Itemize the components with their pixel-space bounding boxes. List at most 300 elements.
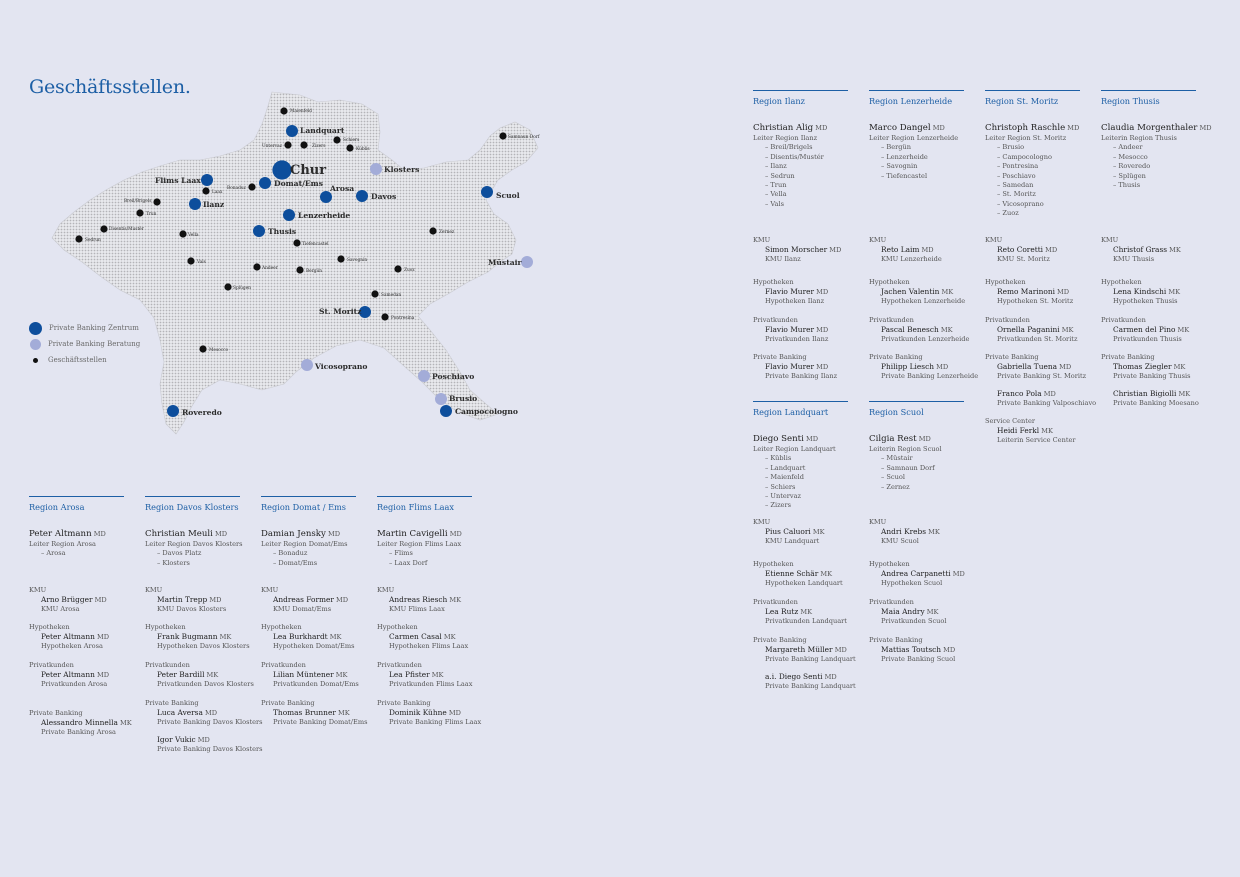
category-label: Privatkunden <box>1101 316 1146 324</box>
branch-place: – Vella <box>765 190 787 199</box>
category-label: Privatkunden <box>985 316 1030 324</box>
person-suffix: MD <box>1043 246 1058 255</box>
person-name: Pius Caluori <box>765 527 811 537</box>
region-head-role: Leiterin Region Thusis <box>1101 134 1177 142</box>
contact-name <box>753 325 828 335</box>
branch-place: – Vals <box>765 199 784 208</box>
person-suffix: MK <box>1176 389 1191 398</box>
marker-domat-ems <box>259 177 271 189</box>
map-label-andeer: Andeer <box>262 266 278 271</box>
contact-group-kmu <box>753 518 825 547</box>
contact-name <box>869 527 940 537</box>
category-label: Hypotheken <box>753 278 794 286</box>
contact-role: Hypotheken Davos Klosters <box>157 642 250 651</box>
region-title: Region Domat / Ems <box>261 502 347 512</box>
person-suffix: MD <box>814 363 829 372</box>
map-label-poschiavo: Poschiavo <box>432 372 475 381</box>
contact-group-hypotheken <box>753 560 843 589</box>
person-name: Peter Bardill <box>157 670 205 680</box>
contact-group-private-banking <box>869 636 955 665</box>
category-label: Private Banking <box>753 636 807 644</box>
person-suffix: MD <box>933 363 949 372</box>
contact-role: Private Banking Davos Klosters <box>157 718 263 727</box>
region-head-role: Leiter Region Ilanz <box>753 134 818 142</box>
map-label-sedrun: Sedrun <box>85 238 101 243</box>
contact-name <box>985 325 1077 335</box>
contact-group-private-banking <box>261 699 367 728</box>
region-title: Region Davos Klosters <box>145 502 239 512</box>
person-name: Mattias Toutsch <box>881 645 942 655</box>
contact-name <box>985 362 1096 372</box>
contact-group-hypotheken <box>985 278 1073 307</box>
marker-bonaduz <box>248 183 255 190</box>
marker-pontresina <box>381 313 388 320</box>
contact-name <box>1101 245 1181 255</box>
marker-spl-gen <box>224 283 231 290</box>
person-suffix: MD <box>325 530 340 538</box>
branch-place: – Küblis <box>765 454 792 463</box>
spacer <box>1101 382 1199 389</box>
contact-name <box>985 426 1076 436</box>
branch-place: – Splügen <box>1113 171 1146 180</box>
contact-name <box>261 708 367 718</box>
contact-group-service-center <box>985 417 1076 446</box>
person-suffix: MK <box>818 570 833 579</box>
marker-zuoz <box>394 265 401 272</box>
map-label-maienfeld: Maienfeld <box>290 109 312 114</box>
person-suffix: MD <box>950 570 965 579</box>
person-name: Martin Cavigelli <box>377 529 448 539</box>
branch-place: – Arosa <box>41 549 66 558</box>
marker-brusio <box>435 393 447 405</box>
region-head-name <box>145 529 240 540</box>
branch-place: – Bergün <box>881 143 912 152</box>
category-label: KMU <box>869 518 887 526</box>
contact-name <box>377 708 481 718</box>
person-suffix: MK <box>117 719 132 728</box>
person-name: Peter Altmann <box>41 632 95 642</box>
contact-name <box>1101 362 1199 372</box>
region-thusis <box>1101 90 1212 407</box>
contact-group-private-banking <box>1101 353 1199 408</box>
person-suffix: MK <box>217 633 232 642</box>
person-suffix: MD <box>930 124 945 132</box>
contact-role: Private Banking Thusis <box>1113 372 1191 381</box>
person-name: Marco Dangel <box>869 123 931 133</box>
contact-group-kmu <box>145 586 226 615</box>
region-title: Region Lenzerheide <box>869 96 953 106</box>
map-label-samnaun-dorf: Samnaun Dorf <box>508 135 540 140</box>
map-label-vicosoprano: Vicosoprano <box>315 362 368 371</box>
person-name: Alessandro Minnella <box>41 718 118 728</box>
map-label-campocologno: Campocologno <box>455 407 518 416</box>
region-head-role: Leiter Region Flims Laax <box>377 540 462 548</box>
person-name: Martin Trepp <box>157 595 208 605</box>
person-name: Pascal Benesch <box>881 325 939 335</box>
contact-name <box>869 569 965 579</box>
person-suffix: MK <box>939 288 954 297</box>
contact-group-privatkunden <box>1101 316 1189 345</box>
marker-berg-n <box>296 266 303 273</box>
contact-name <box>145 632 250 642</box>
person-name: Andrea Carpanetti <box>881 569 951 579</box>
map-label-berg-n: Bergün <box>306 269 323 274</box>
region-title: Region Thusis <box>1101 96 1160 106</box>
region-divider <box>869 90 964 91</box>
person-suffix: MK <box>429 671 444 680</box>
contact-name <box>753 569 843 579</box>
legend-label: Private Banking Beratung <box>48 340 141 348</box>
region-davos-klosters <box>145 496 263 753</box>
contact-group-privatkunden <box>145 661 254 690</box>
contact-group-kmu <box>377 586 461 615</box>
category-label: Hypotheken <box>1101 278 1142 286</box>
person-name: Frank Bugmann <box>157 632 218 642</box>
region-landquart <box>753 401 856 690</box>
branch-place: – Mesocco <box>1113 152 1148 161</box>
person-name: Igor Vukic <box>157 734 196 744</box>
region-arosa <box>29 496 132 737</box>
person-suffix: MD <box>803 435 818 443</box>
map-label-savognin: Savognin <box>347 258 368 263</box>
category-label: Privatkunden <box>869 316 914 324</box>
page-title: Geschäftsstellen. <box>29 76 191 98</box>
person-suffix: MD <box>832 646 847 655</box>
person-suffix: MK <box>335 709 350 718</box>
region-head-role: Leiter Region Lenzerheide <box>869 134 959 142</box>
branch-place: – Pontresina <box>997 162 1039 171</box>
contact-role: Privatkunden St. Moritz <box>997 335 1078 344</box>
person-suffix: MD <box>814 288 829 297</box>
person-name: Dominik Kühne <box>389 708 447 718</box>
contact-name <box>753 245 841 255</box>
contact-group-kmu <box>753 236 841 265</box>
map-label-thusis: Thusis <box>268 227 297 236</box>
marker-roveredo <box>167 405 179 417</box>
person-name: Remo Marinoni <box>997 287 1055 297</box>
contact-name <box>1101 325 1189 335</box>
map-label-spl-gen: Splügen <box>233 286 251 291</box>
contact-role: Privatkunden Landquart <box>765 617 847 626</box>
contact-role: Privatkunden Flims Laax <box>389 680 473 689</box>
category-label: Private Banking <box>377 699 431 707</box>
person-name: Luca Aversa <box>157 708 203 718</box>
map-label-m-stair: Müstair <box>488 258 522 267</box>
branch-place: – Schiers <box>765 482 796 491</box>
region-lenzerheide <box>869 90 979 381</box>
map-label-ilanz: Ilanz <box>203 200 225 209</box>
marker-sedrun <box>75 235 82 242</box>
contact-role: KMU Landquart <box>765 537 820 546</box>
person-suffix: MD <box>916 435 931 443</box>
contact-name <box>377 670 472 680</box>
marker-andeer <box>253 263 260 270</box>
marker-lenzerheide <box>283 209 295 221</box>
region-divider <box>261 496 356 497</box>
category-label: Private Banking <box>29 709 83 717</box>
person-suffix: MD <box>92 596 107 605</box>
contact-role: Private Banking Landquart <box>765 681 856 690</box>
branch-place: – Samnaun Dorf <box>881 463 935 472</box>
person-name: Reto Laim <box>881 245 920 255</box>
person-name: Andri Krebs <box>881 527 927 537</box>
contact-role: Private Banking St. Moritz <box>997 372 1087 381</box>
contact-role: KMU St. Moritz <box>997 255 1050 264</box>
contact-name <box>145 708 263 718</box>
contact-group-private-banking <box>869 353 978 382</box>
contact-group-hypotheken <box>261 623 354 652</box>
contact-name <box>753 527 825 537</box>
marker-davos <box>356 190 368 202</box>
contact-name <box>145 670 254 680</box>
contact-name <box>985 245 1057 255</box>
map-label-roveredo: Roveredo <box>182 408 222 417</box>
person-name: Andreas Former <box>273 595 334 605</box>
contact-group-private-banking <box>145 699 263 754</box>
contact-role: KMU Flims Laax <box>389 605 445 614</box>
person-name: Carmen Casal <box>389 632 442 642</box>
category-label: Private Banking <box>985 353 1039 361</box>
branch-place: – Samedan <box>997 181 1034 190</box>
map-label-k-blis: Küblis <box>356 147 370 152</box>
contact-group-privatkunden <box>753 598 847 627</box>
marker-klosters <box>370 163 382 175</box>
contact-role: Privatkunden Lenzerheide <box>881 335 970 344</box>
contact-group-privatkunden <box>869 316 969 345</box>
marker-maienfeld <box>280 107 287 114</box>
map-label-chur: Chur <box>290 163 327 178</box>
contact-name <box>869 362 978 372</box>
legend-label: Private Banking Zentrum <box>49 324 139 332</box>
contact-role: KMU Davos Klosters <box>157 605 227 614</box>
contact-role: KMU Arosa <box>41 605 80 614</box>
person-name: Philipp Liesch <box>881 362 934 372</box>
branch-place: – Trun <box>765 181 787 190</box>
marker-trun <box>136 209 143 216</box>
marker-poschiavo <box>418 370 430 382</box>
person-name: Christian Alig <box>753 123 814 133</box>
map-label-disentis-must-r: Disentis/Mustér <box>109 227 144 232</box>
category-label: KMU <box>753 236 771 244</box>
contact-role: Privatkunden Thusis <box>1113 335 1182 344</box>
contact-group-hypotheken <box>29 623 109 652</box>
marker-disentis-must-r <box>100 225 107 232</box>
legend-label: Geschäftsstellen <box>48 356 107 364</box>
person-suffix: MD <box>212 530 228 538</box>
contact-name <box>1101 389 1199 399</box>
contact-name <box>869 645 955 655</box>
person-suffix: MK <box>1039 427 1053 436</box>
dark-blue-dot-icon <box>29 322 42 335</box>
region-divider <box>985 90 1080 91</box>
person-name: Simon Morscher <box>765 245 828 255</box>
region-head-name <box>261 529 356 540</box>
category-label: Private Banking <box>753 353 807 361</box>
person-suffix: MD <box>1197 124 1212 132</box>
person-name: Ornella Paganini <box>997 325 1060 335</box>
branch-place: – Andeer <box>1113 143 1143 152</box>
person-suffix: MK <box>798 608 813 617</box>
map-label-untervaz: Untervaz <box>262 144 282 149</box>
branch-place: – Bonaduz <box>273 549 308 558</box>
region-domat-ems <box>261 496 368 727</box>
category-label: Privatkunden <box>869 598 914 606</box>
person-suffix: MD <box>1041 389 1056 398</box>
contact-name <box>869 607 947 617</box>
contact-name <box>753 287 828 297</box>
map-label-st-moritz: St. Moritz <box>319 307 362 316</box>
map-label-davos: Davos <box>371 192 397 201</box>
contact-name <box>869 287 965 297</box>
person-name: Flavio Murer <box>765 287 815 297</box>
contact-role: Privatkunden Ilanz <box>765 335 829 344</box>
marker-breil-brigels <box>153 198 160 205</box>
person-suffix: MK <box>1059 326 1074 335</box>
region-divider <box>753 401 848 402</box>
region-head-name <box>869 123 964 134</box>
region-divider <box>869 401 964 402</box>
contact-group-private-banking <box>377 699 481 728</box>
contact-role: Private Banking Scuol <box>881 655 956 664</box>
contact-role: Hypotheken Lenzerheide <box>881 297 966 306</box>
contact-role: Hypotheken Arosa <box>41 642 103 651</box>
region-head-role: Leiter Region Landquart <box>753 445 836 453</box>
branch-place: – Maienfeld <box>765 473 805 482</box>
region-head-name <box>1101 123 1212 134</box>
person-name: Lilian Müntener <box>273 670 334 680</box>
branch-place: – Sedrun <box>765 171 795 180</box>
person-name: Christof Grass <box>1113 245 1168 255</box>
contact-role: Hypotheken Scuol <box>881 579 943 588</box>
person-suffix: MD <box>333 596 349 605</box>
contact-role: Privatkunden Davos Klosters <box>157 680 254 689</box>
map-label-scuol: Scuol <box>496 191 520 200</box>
person-name: Maia Andry <box>881 607 925 617</box>
contact-group-private-banking <box>753 636 856 691</box>
contact-group-privatkunden <box>753 316 828 345</box>
category-label: Privatkunden <box>145 661 190 669</box>
contact-role: Privatkunden Scuol <box>881 617 947 626</box>
category-label: KMU <box>377 586 395 594</box>
map-label-bonaduz: Bonaduz <box>227 186 246 191</box>
branch-place: – Zizers <box>765 501 791 510</box>
person-name: Etienne Schär <box>765 569 819 579</box>
person-suffix: MD <box>94 671 109 680</box>
map-label-zernez: Zernez <box>439 230 455 235</box>
contact-name <box>145 595 226 605</box>
contact-group-hypotheken <box>377 623 468 652</box>
contact-name <box>753 645 856 655</box>
person-suffix: MD <box>919 246 934 255</box>
region-ilanz <box>753 90 848 381</box>
contact-role: KMU Scuol <box>881 537 919 546</box>
marker-vals <box>187 257 194 264</box>
contact-name <box>29 595 107 605</box>
category-label: KMU <box>985 236 1003 244</box>
region-st-moritz <box>985 90 1097 445</box>
category-label: Hypotheken <box>753 560 794 568</box>
contact-group-kmu <box>869 236 942 265</box>
marker-k-blis <box>346 144 353 151</box>
contact-role: Hypotheken Landquart <box>765 579 843 588</box>
map-label-brusio: Brusio <box>449 394 478 403</box>
person-suffix: MK <box>938 326 953 335</box>
category-label: Service Center <box>985 417 1035 425</box>
region-divider <box>29 496 124 497</box>
region-head-role: Leiter Region Arosa <box>29 540 96 548</box>
category-label: Hypotheken <box>145 623 186 631</box>
person-name: Christian Meuli <box>145 529 213 539</box>
branch-place: – Poschiavo <box>997 171 1036 180</box>
person-suffix: MK <box>1171 363 1186 372</box>
person-suffix: MK <box>1167 246 1181 255</box>
marker-zernez <box>429 227 436 234</box>
region-divider <box>377 496 472 497</box>
contact-role: Privatkunden Arosa <box>41 680 108 689</box>
category-label: Hypotheken <box>377 623 418 631</box>
category-label: Privatkunden <box>753 316 798 324</box>
marker-mesocco <box>199 345 206 352</box>
contact-group-privatkunden <box>29 661 109 690</box>
marker-vella <box>179 230 186 237</box>
category-label: Privatkunden <box>753 598 798 606</box>
person-name: Franco Pola <box>997 388 1042 398</box>
contact-name <box>1101 287 1180 297</box>
branch-place: – Vicosoprano <box>997 199 1044 208</box>
region-flims-laax <box>377 496 482 727</box>
person-suffix: MK <box>333 671 348 680</box>
legend-item-geschaeftsstelle <box>29 352 140 368</box>
contact-role: Private Banking Landquart <box>765 655 856 664</box>
branch-place: – Davos Platz <box>157 549 202 558</box>
person-name: Lea Pfister <box>389 670 430 680</box>
branch-place: – Breil/Brigels <box>765 143 813 152</box>
branch-place: – Tiefencastel <box>881 171 928 180</box>
contact-role: Private Banking Domat/Ems <box>273 718 368 727</box>
contact-group-kmu <box>29 586 107 615</box>
graubuenden-map <box>0 0 560 450</box>
spacer <box>145 728 263 735</box>
contact-group-hypotheken <box>753 278 828 307</box>
branch-place: – Roveredo <box>1113 162 1151 171</box>
region-scuol <box>869 401 965 664</box>
contact-group-kmu <box>985 236 1057 265</box>
person-name: Christoph Raschle <box>985 123 1066 133</box>
region-title: Region Arosa <box>29 502 85 512</box>
contact-role: Hypotheken Ilanz <box>765 297 825 306</box>
contact-group-privatkunden <box>869 598 947 627</box>
contact-group-kmu <box>261 586 348 615</box>
contact-name <box>985 389 1096 399</box>
branch-place: – Brusio <box>997 143 1025 152</box>
marker-landquart <box>286 125 298 137</box>
branch-place: – Campocologno <box>997 152 1052 161</box>
region-head-name <box>377 529 472 540</box>
branch-place: – Müstair <box>881 454 913 463</box>
region-head-name <box>869 434 964 445</box>
category-label: Private Banking <box>1101 353 1155 361</box>
person-name: a.i. Diego Senti <box>765 671 823 681</box>
contact-name <box>753 362 837 372</box>
contact-role: Private Banking Arosa <box>41 728 116 737</box>
category-label: Hypotheken <box>985 278 1026 286</box>
category-label: Hypotheken <box>869 278 910 286</box>
person-name: Christian Bigiolli <box>1113 388 1177 398</box>
spacer <box>753 665 856 672</box>
map-label-samedan: Samedan <box>381 293 402 298</box>
person-suffix: MD <box>94 633 109 642</box>
person-suffix: MK <box>810 528 825 537</box>
